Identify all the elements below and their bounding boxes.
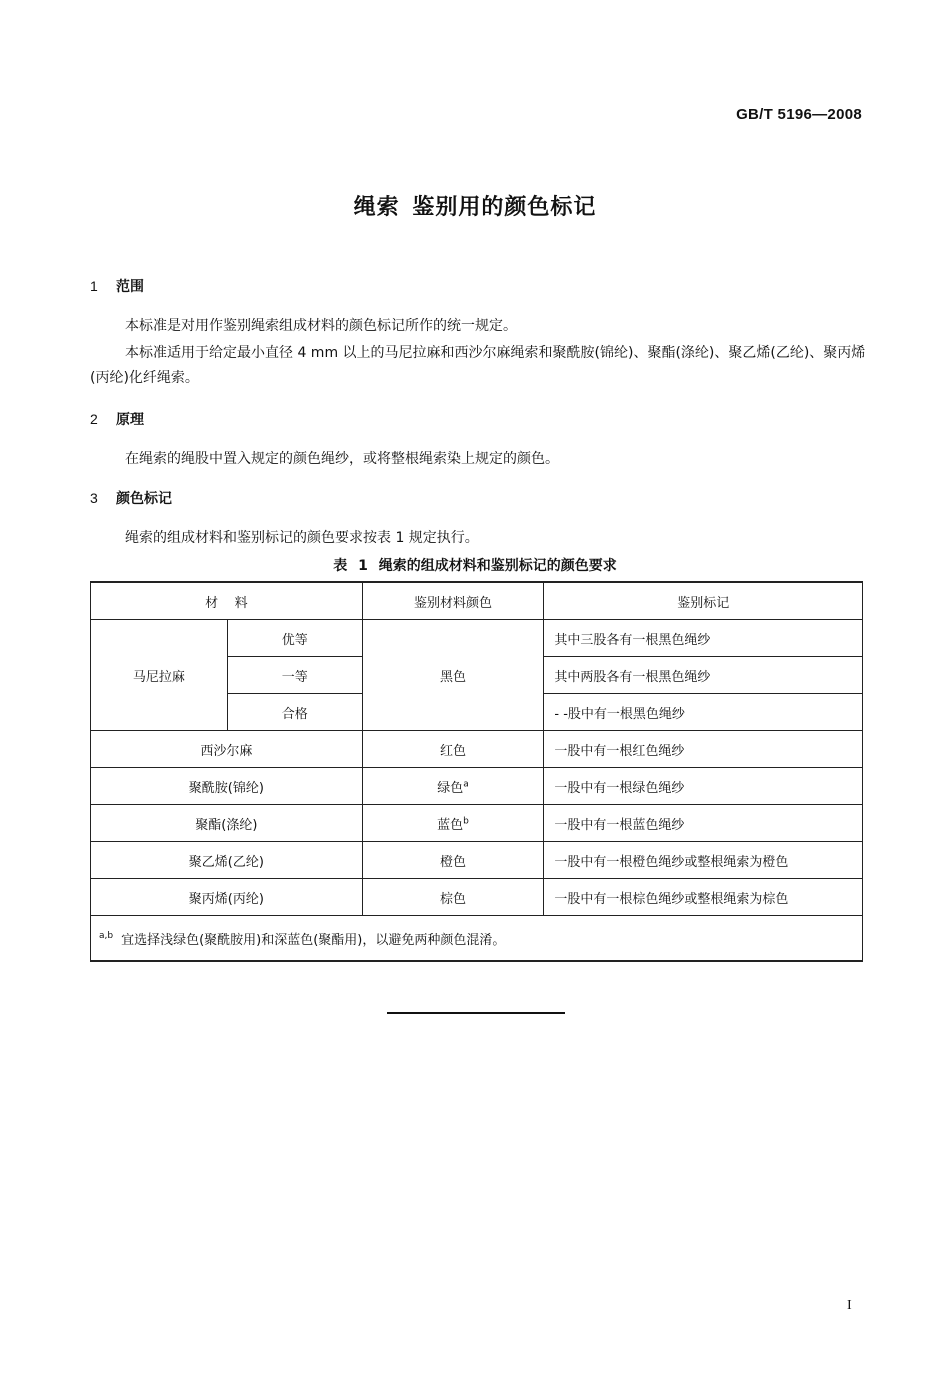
- section-heading-scope: [90, 276, 144, 296]
- scope-paragraph-2: 本标准适用于给定最小直径 4 mm 以上的马尼拉麻和西沙尔麻绳索和聚酰胺(锦纶)、聚酯(涤纶)、聚乙烯(乙纶)、聚丙烯(丙纶)化纤绳索。: [90, 345, 866, 386]
- color-value: 蓝色: [437, 817, 464, 833]
- material-cell: 聚丙烯(丙纶): [91, 879, 363, 916]
- table-row: [91, 620, 863, 657]
- color-value: 红色: [440, 743, 467, 759]
- section-heading-principle: [90, 409, 144, 429]
- table-header-row: [91, 582, 863, 620]
- header-mark: 鉴别标记: [544, 582, 863, 620]
- color-value: 绿色: [437, 780, 464, 796]
- footnote-ref: a: [463, 779, 469, 790]
- color-value: 棕色: [440, 891, 467, 907]
- section-title: 颜色标记: [116, 491, 172, 507]
- grade-cell: 优等: [227, 620, 362, 657]
- color-cell: [362, 842, 544, 879]
- mark-cell: 其中三股各有一根黑色绳纱: [544, 620, 863, 657]
- table-caption: 表 1 绳索的组成材料和鉴别标记的颜色要求: [333, 558, 617, 574]
- mark-cell: 一股中有一根蓝色绳纱: [544, 805, 863, 842]
- table-row: [91, 731, 863, 768]
- page-number: I: [847, 1298, 852, 1313]
- section-number: 3: [90, 490, 98, 506]
- scope-paragraph-1: 本标准是对用作鉴别绳索组成材料的颜色标记所作的统一规定。: [125, 318, 517, 334]
- section-heading-color-marking: [90, 488, 172, 508]
- color-cell: 黑色: [362, 620, 544, 731]
- color-cell: [362, 768, 544, 805]
- material-cell: 西沙尔麻: [91, 731, 363, 768]
- section-title: 原理: [116, 412, 144, 428]
- mark-cell: - -股中有一根黑色绳纱: [544, 694, 863, 731]
- section-title: 范围: [116, 279, 144, 295]
- document-title: 绳索 鉴别用的颜色标记: [353, 195, 597, 220]
- principle-paragraph: 在绳索的绳股中置入规定的颜色绳纱，或将整根绳索染上规定的颜色。: [125, 451, 559, 467]
- section-number: 1: [90, 278, 98, 294]
- footnote-ref: b: [463, 816, 469, 827]
- material-cell: 马尼拉麻: [91, 620, 228, 731]
- table-row: [91, 879, 863, 916]
- color-cell: [362, 879, 544, 916]
- color-requirements-table: [90, 581, 863, 962]
- table-row: [91, 805, 863, 842]
- grade-cell: 一等: [227, 657, 362, 694]
- color-cell: [362, 731, 544, 768]
- end-of-text-rule: [387, 1012, 565, 1014]
- mark-cell: 一股中有一根棕色绳纱或整根绳索为棕色: [544, 879, 863, 916]
- material-cell: 聚乙烯(乙纶): [91, 842, 363, 879]
- table-footnote: [91, 916, 863, 962]
- color-marking-paragraph: 绳索的组成材料和鉴别标记的颜色要求按表 1 规定执行。: [125, 530, 479, 546]
- footnote-marker: a,b: [99, 931, 114, 942]
- mark-cell: 一股中有一根橙色绳纱或整根绳索为橙色: [544, 842, 863, 879]
- table-footnote-row: [91, 916, 863, 962]
- section-number: 2: [90, 411, 98, 427]
- mark-cell: 其中两股各有一根黑色绳纱: [544, 657, 863, 694]
- header-color: 鉴别材料颜色: [362, 582, 544, 620]
- grade-cell: 合格: [227, 694, 362, 731]
- header-material: 材 料: [91, 582, 363, 620]
- color-cell: [362, 805, 544, 842]
- color-value: 橙色: [440, 854, 467, 870]
- material-cell: 聚酰胺(锦纶): [91, 768, 363, 805]
- mark-cell: 一股中有一根绿色绳纱: [544, 768, 863, 805]
- material-cell: 聚酯(涤纶): [91, 805, 363, 842]
- table-row: [91, 842, 863, 879]
- footnote-text: 宜选择浅绿色(聚酰胺用)和深蓝色(聚酯用)，以避免两种颜色混淆。: [121, 932, 506, 948]
- table-row: [91, 768, 863, 805]
- mark-cell: 一股中有一根红色绳纱: [544, 731, 863, 768]
- standard-code: GB/T 5196—2008: [736, 106, 862, 123]
